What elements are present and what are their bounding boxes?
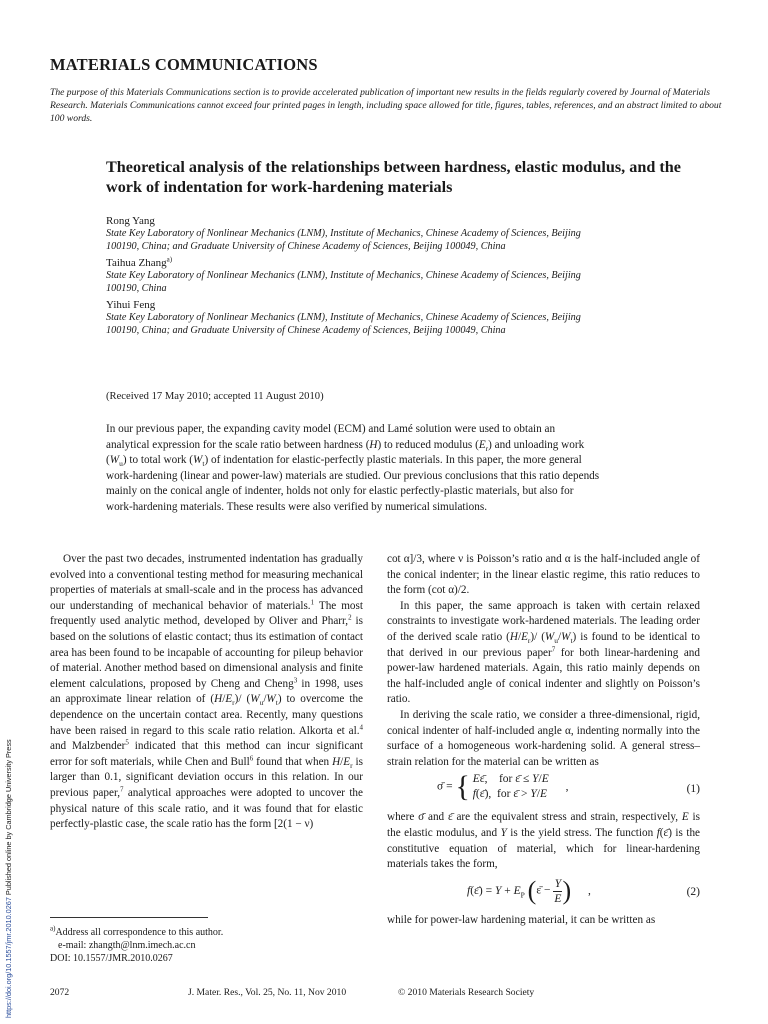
- equation-body: σ̄ = { Eε̄, for ε̄ ≤ Y/E f(ε̄), for ε̄ > Y/E ,: [437, 770, 569, 804]
- paragraph: where σ̄ and ε̄ are the equivalent stress and strain, respectively, E is the elastic modulus, and Y is the yield stress. The function f(ε̄) is the constitutive equation of material, which for linear-hardening materials takes the form,: [387, 811, 700, 871]
- author-name: Yihui Feng: [106, 299, 156, 311]
- footnote-marker: a): [50, 924, 56, 933]
- author-affiliation: State Key Laboratory of Nonlinear Mechanics (LNM), Institute of Mechanics, Chinese Academy of Sciences, Beijing 100190, China; and Graduate University of Chinese Academy of Sciences, Beijing 100049, China: [106, 228, 581, 252]
- paragraph: cot α]/3, where ν is Poisson’s ratio and α is the half-included angle of the conical indenter; in the linear elastic regime, this ratio reduces to the form (cot α)/2.: [387, 553, 700, 597]
- body-column-left: [50, 552, 363, 833]
- footnotes: [50, 926, 350, 965]
- section-title: MATERIALS COMMUNICATIONS: [50, 55, 318, 74]
- equation-2: [387, 873, 700, 913]
- paragraph: while for power-law hardening material, it can be written as: [387, 913, 656, 926]
- equation-number: (2): [686, 885, 700, 898]
- published-online-note: Published online by Cambridge University Press: [4, 739, 13, 898]
- page-number: 2072: [50, 987, 70, 998]
- correspondence-email[interactable]: e-mail: zhangth@lnm.imech.ac.cn: [58, 940, 196, 951]
- doi: DOI: 10.1557/JMR.2010.0267: [50, 953, 173, 964]
- side-publication-note: [4, 739, 13, 1018]
- equation-number: (1): [686, 783, 700, 796]
- equation-body: f(ε̄) = $Y + E_P$ (ε̄ − $\frac{Y}{E}$) ,: [467, 876, 591, 906]
- author-name: Rong Yang: [106, 215, 155, 227]
- paragraph: In deriving the scale ratio, we consider a three-dimensional, rigid, conical indenter of half-included angle α, indenting normally into the surface of a homogeneous work-hardening solid. A general stress–strain relation for the material can be written as: [387, 708, 700, 768]
- author-footnote-marker: a): [166, 255, 173, 264]
- body-column-right: [387, 552, 700, 928]
- author-affiliation: State Key Laboratory of Nonlinear Mechanics (LNM), Institute of Mechanics, Chinese Academy of Sciences, Beijing 100190, China: [106, 270, 581, 294]
- section-purpose-text: The purpose of this Materials Communications section is to provide accelerated publication of important new results in the fields regularly covered by Journal of Materials Research. Materials Communications cannot exceed four printed pages in length, including space allowed for title, figures, tables, references, and an abstract limited to about 100 words.: [50, 87, 722, 124]
- paragraph: Over the past two decades, instrumented indentation has gradually evolved into a conventional testing method for measuring mechanical properties of materials at small-scale and in the process has advanced our understanding of mechanical behavior of materials.$^1$ The most frequently used analytic method, developed by Oliver and Pharr,$^2$ is based on the solutions of elastic contact; thus its estimation of contact area has been found to be incapable of accounting for pileup behavior of material. Another method based on dimensional analysis and finite element calculations, proposed by Cheng and Cheng$^3$ in 1998, uses an approximate linear relation of $(H/E_r)/$ $(W_u/W_t)$ to overcome the dependence on the uncertain contact area. Recently, many questions have been raised in regard to this scale ratio relation. Alkorta et al.$^4$ and Malzbender$^5$ indicated that this method can incur significant error for soft materials, while Chen and Bull$^6$ found that when $H/E_r$ is larger than 0.1, significant deviation occurs in this relation. In our previous paper,$^7$ analytical approaches were adopted to uncover the physical nature of this scale ratio, and it was found that for elastic perfectly-plastic case, the scale ratio has the form [2(1 − ν): [50, 553, 364, 831]
- author-list: [106, 213, 586, 341]
- received-dates: (Received 17 May 2010; accepted 11 August 2010): [106, 391, 324, 402]
- article-title: Theoretical analysis of the relationships between hardness, elastic modulus, and the work of indentation for work-hardening materials: [106, 158, 681, 196]
- journal-citation: J. Mater. Res., Vol. 25, No. 11, Nov 2010: [188, 987, 347, 998]
- copyright-notice: © 2010 Materials Research Society: [398, 987, 535, 998]
- author-block: [106, 215, 586, 253]
- author-block: [106, 299, 586, 337]
- footnote-divider: [50, 917, 208, 918]
- equation-1: [387, 770, 700, 810]
- doi-link[interactable]: https://doi.org/10.1557/jmr.2010.0267: [4, 897, 13, 1018]
- abstract: In our previous paper, the expanding cavity model (ECM) and Lamé solution were used to obtain an analytical expression for the scale ratio between hardness (H) to reduced modulus $(E_r)$ and unloading work $(W_u)$ to total work $(W_t)$ of indentation for elastic-perfectly plastic materials. In this paper, the more general work-hardening (linear and power-law) materials are studied. Our previous conclusions that this ratio depends mainly on the conical angle of indenter, holds not only for elastic perfectly-plastic materials, but also for work-hardening materials. These results were also verified by numerical simulations.: [106, 423, 600, 513]
- author-block: [106, 257, 586, 295]
- author-affiliation: State Key Laboratory of Nonlinear Mechanics (LNM), Institute of Mechanics, Chinese Academy of Sciences, Beijing 100190, China; and Graduate University of Chinese Academy of Sciences, Beijing 100049, China: [106, 312, 581, 336]
- paragraph: In this paper, the same approach is taken with certain relaxed constraints to investigate work-hardened materials. The leading order of the derived scale ratio $(H/E_r)/$ $(W_u/W_t)$ is found to be identical to that derived in our previous paper$^7$ for both linear-hardening and power-law hardened materials. Again, this ratio mainly depends on the half-included angle of conical indenter and slightly on Poisson’s ratio.: [387, 599, 700, 706]
- correspondence-note: $^{a)}$Address all correspondence to this author.: [50, 924, 224, 938]
- author-name: Taihua Zhang$^{a)}$: [106, 255, 173, 269]
